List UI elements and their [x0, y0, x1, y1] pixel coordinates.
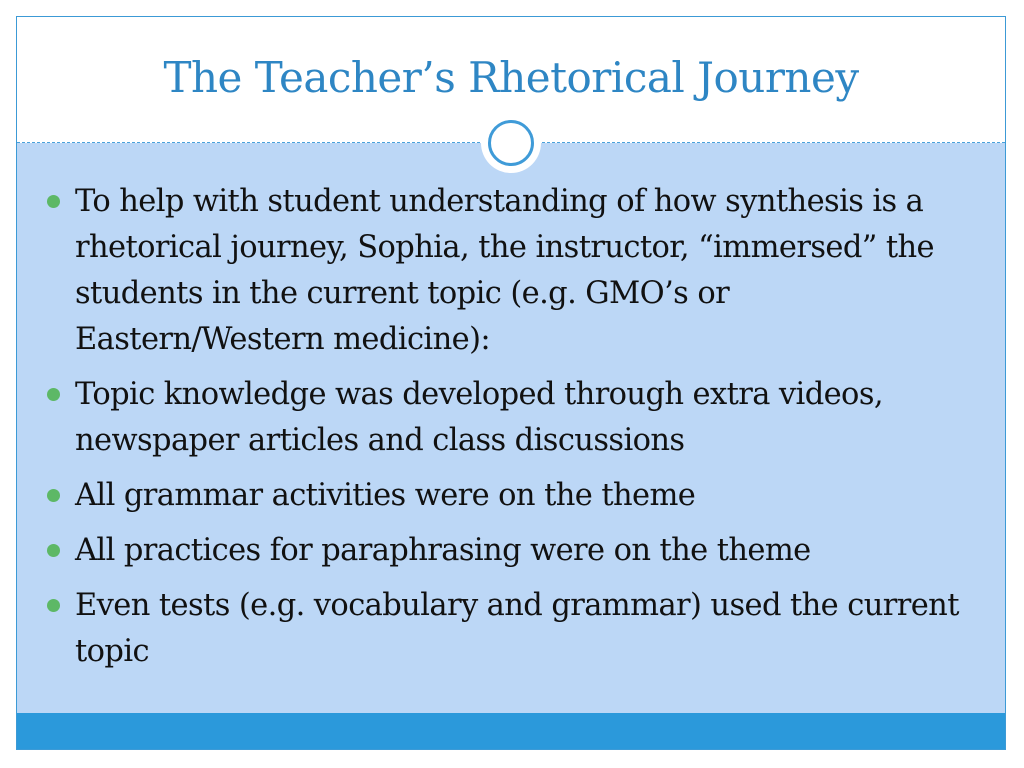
bullet-item — [47, 528, 987, 574]
bullet-item — [47, 372, 987, 464]
bullet-item — [47, 583, 987, 675]
bullet-dot-icon — [47, 388, 60, 401]
footer-band — [17, 713, 1005, 749]
bullet-dot-icon — [47, 599, 60, 612]
bullet-text: Even tests (e.g. vocabulary and grammar) used the current topic — [75, 588, 959, 669]
circle-ring-icon — [481, 113, 541, 173]
bullet-dot-icon — [47, 489, 60, 502]
slide — [16, 16, 1006, 750]
bullet-dot-icon — [47, 544, 60, 557]
bullet-text: All practices for paraphrasing were on the theme — [75, 533, 811, 568]
bullet-item — [47, 179, 987, 363]
bullet-dot-icon — [47, 195, 60, 208]
bullet-item — [47, 473, 987, 519]
bullet-list — [47, 179, 987, 684]
bullet-text: To help with student understanding of how synthesis is a rhetorical journey, Sophia, the instructor, “immersed” the students in the current topic (e.g. GMO’s or Eastern/Western medicine): — [75, 184, 934, 357]
slide-title: The Teacher’s Rhetorical Journey — [163, 53, 859, 102]
bullet-text: Topic knowledge was developed through extra videos, newspaper articles and class discussions — [75, 377, 883, 458]
circle-ring-inner — [488, 120, 534, 166]
bullet-text: All grammar activities were on the theme — [75, 478, 696, 513]
